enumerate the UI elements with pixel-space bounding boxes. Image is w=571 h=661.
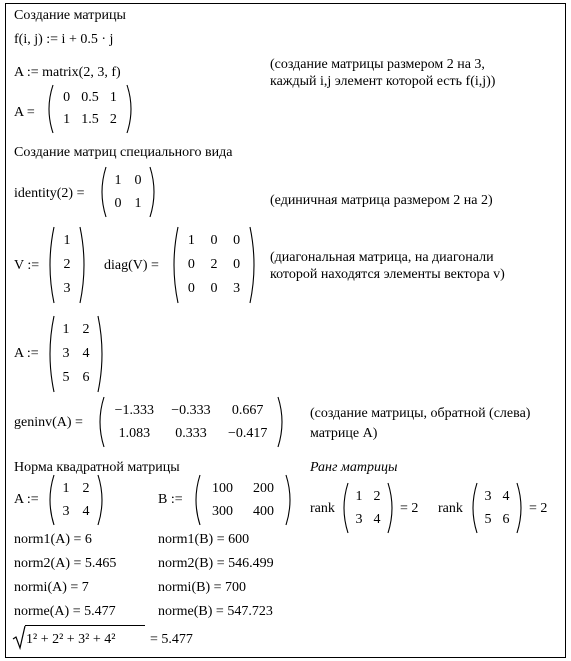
rank-1-label[interactable]: rank [310, 501, 335, 516]
right-paren-icon [517, 483, 521, 533]
matrix-a3-label[interactable]: A := [14, 492, 39, 507]
normi-a[interactable]: normi(A) = 7 [14, 580, 89, 595]
geninv-matrix[interactable] [96, 396, 286, 448]
matrix-cell: 1 [62, 322, 70, 337]
matrix-cell: 5 [62, 370, 70, 385]
matrix-cell: 2 [82, 480, 90, 496]
matrix-cell: 3 [233, 281, 241, 296]
matrix-cell: 6 [502, 511, 510, 527]
norm2-a[interactable]: norm2(A) = 5.465 [14, 556, 117, 571]
identity-matrix[interactable] [98, 166, 158, 218]
matrix-cell: 6 [82, 370, 90, 385]
matrix-assignment[interactable]: A := matrix(2, 3, f) [14, 65, 121, 80]
matrix-cell: 400 [253, 503, 274, 519]
left-paren-icon [50, 227, 54, 303]
left-paren-icon [49, 85, 53, 133]
matrix-cell: 1 [62, 480, 70, 496]
left-paren-icon [50, 475, 54, 525]
matrix-b-label[interactable]: B := [158, 492, 183, 507]
matrix-a-result-label[interactable]: A = [14, 105, 35, 120]
matrix-cell: 3 [355, 511, 363, 527]
right-paren-icon [80, 227, 84, 303]
matrix-cell: 1 [109, 90, 117, 105]
vector-v-label[interactable]: V := [14, 258, 40, 273]
diagonal-matrix[interactable] [170, 226, 258, 304]
right-paren-icon [388, 483, 392, 533]
matrix-cell: 3 [62, 346, 70, 361]
matrix-a2-label[interactable]: A := [14, 346, 39, 361]
matrix-cell: 2 [82, 322, 90, 337]
norme-b[interactable]: norme(B) = 547.723 [158, 604, 273, 619]
matrix-cell: 1 [355, 488, 363, 504]
matrix-cell: 0 [187, 257, 195, 272]
vector-v[interactable] [46, 226, 88, 304]
sqrt-radicand: 1² + 2² + 3² + 4² [26, 632, 116, 647]
section-title-norm: Норма квадратной матрицы [14, 460, 180, 475]
matrix-cell: 4 [502, 488, 510, 504]
left-paren-icon [50, 316, 54, 392]
matrix-cell: 2 [109, 112, 117, 127]
right-paren-icon [98, 316, 102, 392]
comment-line: (создание матрицы размером 2 на 3, [270, 57, 485, 72]
section-title-matrix-creation: Создание матрицы [14, 8, 126, 23]
diag-label[interactable]: diag(V) = [104, 258, 159, 273]
norm1-b[interactable]: norm1(B) = 600 [158, 532, 250, 547]
function-definition[interactable]: f(i, j) := i + 0.5 · j [14, 32, 114, 47]
rank-2-matrix[interactable] [469, 482, 525, 534]
matrix-cell: 1 [114, 172, 122, 188]
sqrt-result: = 5.477 [150, 632, 193, 647]
matrix-cell: 0 [134, 172, 142, 188]
matrix-cell: 1.083 [118, 425, 151, 441]
matrix-cell: 1.5 [81, 112, 99, 127]
normi-b[interactable]: normi(B) = 700 [158, 580, 246, 595]
rank-2-result[interactable]: = 2 [529, 501, 548, 516]
matrix-cell: 2 [210, 257, 218, 272]
matrix-cell: 0 [114, 195, 122, 211]
matrix-cell: 0 [210, 233, 218, 248]
comment-line: (единичная матрица размером 2 на 2) [270, 193, 493, 208]
matrix-cell: 4 [82, 503, 90, 519]
matrix-cell: 4 [373, 511, 381, 527]
matrix-cell: 0.333 [175, 425, 207, 441]
matrix-cell: 200 [253, 480, 274, 496]
matrix-a2[interactable] [46, 315, 106, 393]
comment-line: матрице A) [310, 426, 378, 441]
norm1-a[interactable]: norm1(A) = 6 [14, 532, 92, 547]
left-paren-icon [196, 475, 200, 525]
rank-1-result[interactable]: = 2 [400, 501, 419, 516]
radical-sign-icon [12, 624, 26, 650]
matrix-cell: 0.5 [81, 90, 99, 105]
section-title-special-matrices: Создание матриц специального вида [14, 145, 233, 160]
matrix-cell: 100 [212, 480, 233, 496]
matrix-cell: 0 [63, 90, 71, 105]
matrix-cell: 1 [134, 195, 142, 211]
rank-1-matrix[interactable] [340, 482, 396, 534]
matrix-cell: 1 [63, 112, 71, 127]
matrix-cell: 0 [187, 281, 195, 296]
left-paren-icon [344, 483, 348, 533]
rank-2-label[interactable]: rank [438, 501, 463, 516]
right-paren-icon [250, 227, 254, 303]
matrix-cell: 0.667 [231, 402, 264, 418]
matrix-cell: 3 [63, 281, 71, 296]
matrix-cell: 2 [63, 257, 71, 272]
norm2-b[interactable]: norm2(B) = 546.499 [158, 556, 274, 571]
identity-label[interactable]: identity(2) = [14, 186, 85, 201]
matrix-cell: 5 [484, 511, 492, 527]
norme-a[interactable]: norme(A) = 5.477 [14, 604, 116, 619]
left-paren-icon [174, 227, 178, 303]
comment-line: (диагональная матрица, на диагонали [270, 250, 494, 265]
matrix-cell: 1 [187, 233, 195, 248]
right-paren-icon [127, 85, 131, 133]
matrix-cell: 3 [62, 503, 70, 519]
matrix-cell: 4 [82, 346, 90, 361]
matrix-cell: 0 [233, 233, 241, 248]
comment-line: каждый i,j элемент которой есть f(i,j)) [270, 74, 496, 89]
matrix-cell: −0.417 [227, 425, 268, 441]
matrix-cell: −1.333 [114, 402, 155, 418]
matrix-cell: 0 [210, 281, 218, 296]
matrix-cell: 300 [212, 503, 233, 519]
left-paren-icon [473, 483, 477, 533]
left-paren-icon [102, 167, 106, 217]
geninv-label[interactable]: geninv(A) = [14, 415, 83, 430]
comment-line: которой находятся элементы вектора v) [270, 267, 505, 282]
matrix-cell: 0 [233, 257, 241, 272]
right-paren-icon [98, 475, 102, 525]
matrix-a-result[interactable] [45, 84, 135, 134]
matrix-a3[interactable] [46, 474, 106, 526]
right-paren-icon [286, 475, 290, 525]
comment-line: (создание матрицы, обратной (слева) [310, 406, 531, 421]
matrix-b[interactable] [192, 474, 294, 526]
matrix-cell: 3 [484, 488, 492, 504]
right-paren-icon [150, 167, 154, 217]
left-paren-icon [100, 397, 104, 447]
section-title-rank: Ранг матрицы [310, 460, 398, 475]
radical-overbar [25, 625, 145, 626]
matrix-cell: −0.333 [171, 402, 211, 418]
matrix-cell: 2 [373, 488, 381, 504]
right-paren-icon [278, 397, 282, 447]
matrix-cell: 1 [63, 233, 71, 248]
